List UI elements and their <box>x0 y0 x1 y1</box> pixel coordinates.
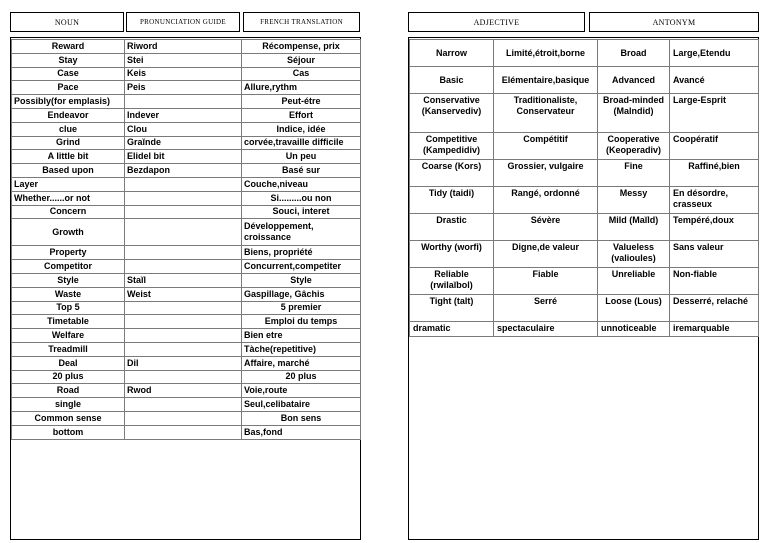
adjective-cell: Basic <box>410 67 494 94</box>
antonym-translation-cell: En désordre, crasseux <box>670 187 759 214</box>
antonym-translation-cell: Coopératif <box>670 133 759 160</box>
pronunciation-cell: Keis <box>125 67 242 81</box>
table-row <box>410 133 759 160</box>
french-cell: Bon sens <box>242 411 361 425</box>
table-row <box>12 177 361 191</box>
antonym-cell: Mild (Maĭld) <box>598 214 670 241</box>
table-row <box>12 260 361 274</box>
noun-cell: Grind <box>12 136 125 150</box>
pronunciation-cell <box>125 205 242 219</box>
pronunciation-cell: Peis <box>125 81 242 95</box>
adjective-cell: Drastic <box>410 214 494 241</box>
noun-cell: Competitor <box>12 260 125 274</box>
table-row <box>12 301 361 315</box>
antonym-cell: Broad-minded (Malndid) <box>598 94 670 133</box>
french-cell: 20 plus <box>242 370 361 384</box>
adjective-cell: Coarse (Kors) <box>410 160 494 187</box>
header-french-label: FRENCH TRANSLATION <box>260 18 343 26</box>
adjective-panel <box>408 37 759 540</box>
adjective-translation-cell: Digne,de valeur <box>494 241 598 268</box>
table-row <box>12 384 361 398</box>
noun-cell: Deal <box>12 356 125 370</box>
table-row <box>12 122 361 136</box>
french-cell: Souci, interet <box>242 205 361 219</box>
pronunciation-cell: Indever <box>125 108 242 122</box>
adjective-translation-cell: Elémentaire,basique <box>494 67 598 94</box>
table-row <box>12 398 361 412</box>
noun-cell: Timetable <box>12 315 125 329</box>
header-french-translation <box>243 12 360 32</box>
antonym-translation-cell: Avancé <box>670 67 759 94</box>
table-row <box>410 241 759 268</box>
table-row <box>12 370 361 384</box>
antonym-cell: Fine <box>598 160 670 187</box>
adjective-table <box>409 39 759 337</box>
french-cell: Couche,niveau <box>242 177 361 191</box>
antonym-translation-cell: Tempéré,doux <box>670 214 759 241</box>
noun-cell: bottom <box>12 425 125 439</box>
pronunciation-cell: Dil <box>125 356 242 370</box>
noun-cell: Reward <box>12 40 125 54</box>
header-antonym <box>589 12 759 32</box>
header-noun-label: NOUN <box>54 17 80 27</box>
table-row <box>12 136 361 150</box>
table-row <box>410 268 759 295</box>
noun-cell: Welfare <box>12 329 125 343</box>
noun-cell: Endeavor <box>12 108 125 122</box>
table-row <box>410 67 759 94</box>
pronunciation-cell <box>125 191 242 205</box>
adjective-translation-cell: Sévère <box>494 214 598 241</box>
french-cell: Séjour <box>242 53 361 67</box>
header-pronunciation-label: PRONUNCIATION GUIDE <box>139 18 226 26</box>
table-row <box>12 315 361 329</box>
adjective-cell: Worthy (worfi) <box>410 241 494 268</box>
adjective-translation-cell: Limité,étroit,borne <box>494 40 598 67</box>
table-row <box>12 219 361 246</box>
adjective-cell: Tight (talt) <box>410 295 494 322</box>
french-cell: 5 premier <box>242 301 361 315</box>
french-cell: Cas <box>242 67 361 81</box>
noun-cell: Common sense <box>12 411 125 425</box>
adjective-cell: dramatic <box>410 322 494 337</box>
table-row <box>12 329 361 343</box>
header-pronunciation-guide <box>126 12 240 32</box>
pronunciation-cell: Staĭl <box>125 273 242 287</box>
noun-cell: Growth <box>12 219 125 246</box>
pronunciation-cell <box>125 398 242 412</box>
noun-cell: Possibly(for emplasis) <box>12 95 125 109</box>
noun-cell: single <box>12 398 125 412</box>
french-cell: Bas,fond <box>242 425 361 439</box>
antonym-translation-cell: Non-fiable <box>670 268 759 295</box>
french-cell: Développement, croissance <box>242 219 361 246</box>
french-cell: corvée,travaille difficile <box>242 136 361 150</box>
antonym-cell: Messy <box>598 187 670 214</box>
adjective-cell: Tidy (taidi) <box>410 187 494 214</box>
pronunciation-cell <box>125 301 242 315</box>
pronunciation-cell <box>125 342 242 356</box>
french-cell: Biens, propriété <box>242 246 361 260</box>
table-row <box>410 214 759 241</box>
adjective-cell: Competitive (Kampedidiv) <box>410 133 494 160</box>
table-row <box>410 94 759 133</box>
french-cell: Allure,rythm <box>242 81 361 95</box>
pronunciation-cell: Clou <box>125 122 242 136</box>
pronunciation-cell <box>125 246 242 260</box>
table-row <box>12 40 361 54</box>
antonym-cell: Broad <box>598 40 670 67</box>
pronunciation-cell: Stei <box>125 53 242 67</box>
noun-cell: Case <box>12 67 125 81</box>
header-adjective-label: ADJECTIVE <box>473 17 520 27</box>
french-cell: Emploi du temps <box>242 315 361 329</box>
noun-cell: Based upon <box>12 164 125 178</box>
adjective-translation-cell: Compétitif <box>494 133 598 160</box>
antonym-cell: Cooperative (Keoperadiv) <box>598 133 670 160</box>
table-row <box>410 40 759 67</box>
french-cell: Basé sur <box>242 164 361 178</box>
antonym-translation-cell: iremarquable <box>670 322 759 337</box>
antonym-cell: Advanced <box>598 67 670 94</box>
french-cell: Voie,route <box>242 384 361 398</box>
adjective-translation-cell: Traditionaliste, Conservateur <box>494 94 598 133</box>
table-row <box>12 356 361 370</box>
table-row <box>12 108 361 122</box>
noun-cell: Treadmill <box>12 342 125 356</box>
header-antonym-label: ANTONYM <box>652 17 696 27</box>
adjective-cell: Narrow <box>410 40 494 67</box>
french-cell: Récompense, prix <box>242 40 361 54</box>
french-cell: Bien etre <box>242 329 361 343</box>
noun-panel <box>10 37 361 540</box>
table-row <box>12 411 361 425</box>
table-row <box>410 160 759 187</box>
noun-cell: Layer <box>12 177 125 191</box>
antonym-translation-cell: Large-Esprit <box>670 94 759 133</box>
table-row <box>12 81 361 95</box>
noun-cell: Whether......or not <box>12 191 125 205</box>
table-row <box>12 246 361 260</box>
pronunciation-cell <box>125 370 242 384</box>
noun-cell: Pace <box>12 81 125 95</box>
french-cell: Indice, idée <box>242 122 361 136</box>
noun-cell: Style <box>12 273 125 287</box>
pronunciation-cell <box>125 95 242 109</box>
table-row <box>12 191 361 205</box>
pronunciation-cell: Riword <box>125 40 242 54</box>
antonym-translation-cell: Raffiné,bien <box>670 160 759 187</box>
antonym-cell: unnoticeable <box>598 322 670 337</box>
noun-cell: Road <box>12 384 125 398</box>
noun-cell: Property <box>12 246 125 260</box>
antonym-cell: Loose (Lous) <box>598 295 670 322</box>
adjective-translation-cell: Rangé, ordonné <box>494 187 598 214</box>
pronunciation-cell <box>125 177 242 191</box>
antonym-translation-cell: Large,Etendu <box>670 40 759 67</box>
pronunciation-cell <box>125 260 242 274</box>
pronunciation-cell: Elidel bit <box>125 150 242 164</box>
french-cell: Concurrent,competiter <box>242 260 361 274</box>
table-row <box>410 187 759 214</box>
antonym-translation-cell: Desserré, relaché <box>670 295 759 322</box>
antonym-translation-cell: Sans valeur <box>670 241 759 268</box>
pronunciation-cell: Rwod <box>125 384 242 398</box>
noun-cell: Concern <box>12 205 125 219</box>
noun-cell: Stay <box>12 53 125 67</box>
header-adjective <box>408 12 585 32</box>
noun-cell: Waste <box>12 287 125 301</box>
pronunciation-cell: Bezdapon <box>125 164 242 178</box>
adjective-translation-cell: Fiable <box>494 268 598 295</box>
french-cell: Gaspillage, Gâchis <box>242 287 361 301</box>
table-row <box>12 164 361 178</box>
table-row <box>410 322 759 337</box>
pronunciation-cell <box>125 329 242 343</box>
french-cell: Effort <box>242 108 361 122</box>
french-cell: Peut-étre <box>242 95 361 109</box>
table-row <box>410 295 759 322</box>
adjective-cell: Conservative (Kanservediv) <box>410 94 494 133</box>
header-noun <box>10 12 124 32</box>
french-cell: Tàche(repetitive) <box>242 342 361 356</box>
noun-cell: clue <box>12 122 125 136</box>
pronunciation-cell: Graĭnde <box>125 136 242 150</box>
pronunciation-cell <box>125 219 242 246</box>
noun-cell: 20 plus <box>12 370 125 384</box>
noun-cell: Top 5 <box>12 301 125 315</box>
table-row <box>12 287 361 301</box>
adjective-translation-cell: Serré <box>494 295 598 322</box>
antonym-cell: Unreliable <box>598 268 670 295</box>
adjective-translation-cell: Grossier, vulgaire <box>494 160 598 187</box>
noun-cell: A little bit <box>12 150 125 164</box>
pronunciation-cell <box>125 315 242 329</box>
table-row <box>12 425 361 439</box>
french-cell: Seul,celibataire <box>242 398 361 412</box>
noun-table <box>11 39 361 440</box>
french-cell: Style <box>242 273 361 287</box>
antonym-cell: Valueless (valioules) <box>598 241 670 268</box>
adjective-cell: Reliable (rwilaĭbol) <box>410 268 494 295</box>
table-row <box>12 150 361 164</box>
table-row <box>12 53 361 67</box>
adjective-translation-cell: spectaculaire <box>494 322 598 337</box>
table-row <box>12 273 361 287</box>
table-row <box>12 205 361 219</box>
french-cell: Affaire, marché <box>242 356 361 370</box>
pronunciation-cell: Weist <box>125 287 242 301</box>
french-cell: Si.........ou non <box>242 191 361 205</box>
table-row <box>12 95 361 109</box>
pronunciation-cell <box>125 411 242 425</box>
pronunciation-cell <box>125 425 242 439</box>
french-cell: Un peu <box>242 150 361 164</box>
table-row <box>12 67 361 81</box>
table-row <box>12 342 361 356</box>
